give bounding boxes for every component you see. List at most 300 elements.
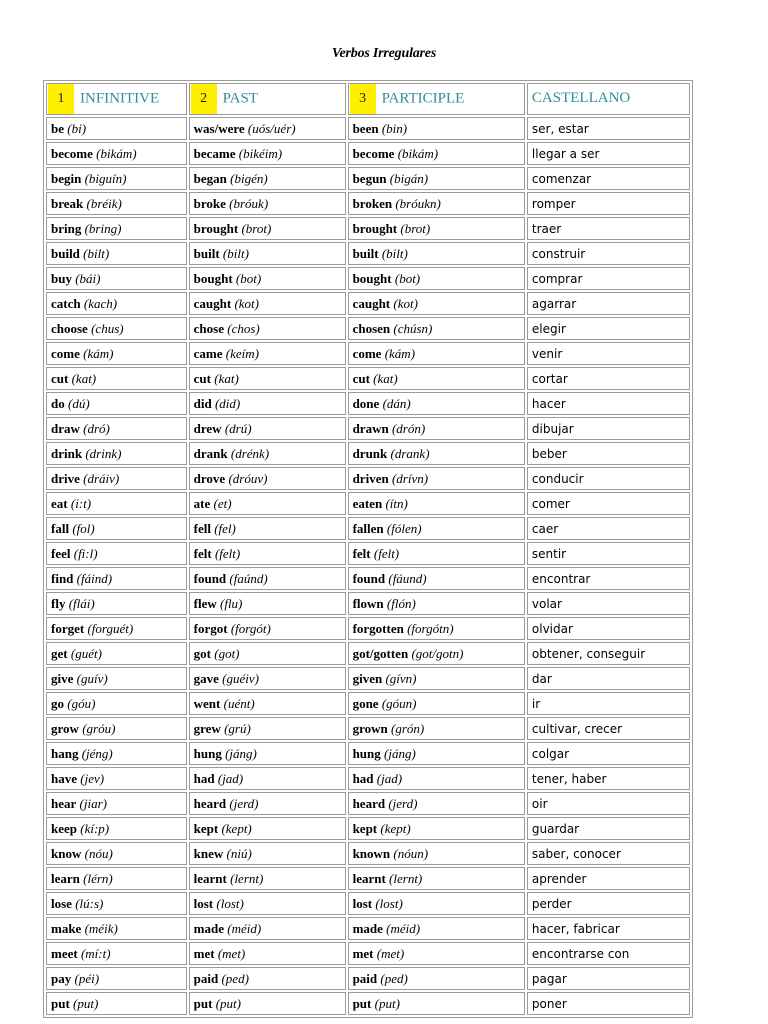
verb-form: known	[352, 845, 391, 861]
pronunciation: (flái)	[68, 595, 95, 611]
castellano-cell: traer	[527, 217, 690, 240]
table-row	[46, 517, 690, 540]
infinitive-cell	[46, 592, 187, 615]
past-cell	[189, 192, 346, 215]
participle-cell	[348, 942, 525, 965]
pronunciation: (jad)	[376, 770, 403, 786]
verb-form: get	[51, 645, 68, 661]
castellano-cell: venir	[527, 342, 690, 365]
verb-form: paid	[352, 970, 378, 986]
pronunciation: (drú)	[224, 420, 252, 436]
pronunciation: (brot)	[241, 220, 272, 236]
pronunciation: (bigén)	[230, 170, 268, 186]
verb-form: begin	[51, 170, 82, 186]
pronunciation: (jad)	[217, 770, 244, 786]
pronunciation: (kat)	[373, 370, 398, 386]
verb-form: forgotten	[352, 620, 404, 636]
table-row	[46, 492, 690, 515]
castellano-cell: hacer, fabricar	[527, 917, 690, 940]
pronunciation: (chus)	[91, 320, 124, 336]
infinitive-cell	[46, 217, 187, 240]
pronunciation: (guét)	[70, 645, 102, 661]
infinitive-cell	[46, 192, 187, 215]
pronunciation: (kept)	[380, 820, 411, 836]
participle-cell	[348, 117, 525, 140]
pronunciation: (drink)	[85, 445, 122, 461]
past-cell	[189, 967, 346, 990]
verb-form: bring	[51, 220, 82, 236]
header-label: INFINITIVE	[80, 90, 160, 107]
table-row	[46, 142, 690, 165]
participle-cell	[348, 642, 525, 665]
verb-form: pay	[51, 970, 72, 986]
verb-form: kept	[352, 820, 378, 836]
infinitive-cell	[46, 342, 187, 365]
verb-form: met	[193, 945, 215, 961]
past-cell	[189, 242, 346, 265]
pronunciation: (bigán)	[389, 170, 429, 186]
header-past	[189, 83, 346, 115]
verb-form: heard	[352, 795, 386, 811]
verb-form: did	[193, 395, 212, 411]
participle-cell	[348, 992, 525, 1015]
verb-form: went	[193, 695, 221, 711]
past-cell	[189, 267, 346, 290]
pronunciation: (jéng)	[81, 745, 113, 761]
pronunciation: (bróukn)	[395, 195, 441, 211]
table-row	[46, 892, 690, 915]
verb-form: choose	[51, 320, 88, 336]
pronunciation: (guív)	[76, 670, 108, 686]
pronunciation: (ped)	[221, 970, 249, 986]
verb-form: been	[352, 120, 379, 136]
verb-form: built	[193, 245, 220, 261]
infinitive-cell	[46, 367, 187, 390]
verb-form: paid	[193, 970, 219, 986]
pronunciation: (kí:p)	[80, 820, 110, 836]
castellano-cell: perder	[527, 892, 690, 915]
verb-form: fly	[51, 595, 66, 611]
participle-cell	[348, 192, 525, 215]
verb-form: began	[193, 170, 227, 186]
verb-form: feel	[51, 545, 71, 561]
participle-cell	[348, 492, 525, 515]
verb-form: begun	[352, 170, 387, 186]
verb-form: was/were	[193, 120, 245, 136]
castellano-cell: caer	[527, 517, 690, 540]
infinitive-cell	[46, 142, 187, 165]
past-cell	[189, 917, 346, 940]
participle-cell	[348, 867, 525, 890]
castellano-cell: dibujar	[527, 417, 690, 440]
verb-form: felt	[352, 545, 371, 561]
table-row	[46, 342, 690, 365]
table-row	[46, 992, 690, 1015]
verb-form: lost	[193, 895, 214, 911]
pronunciation: (péi)	[74, 970, 100, 986]
pronunciation: (fi:l)	[73, 545, 98, 561]
pronunciation: (kept)	[221, 820, 252, 836]
pronunciation: (keím)	[225, 345, 259, 361]
verb-form: chosen	[352, 320, 391, 336]
verb-form: draw	[51, 420, 80, 436]
table-row	[46, 267, 690, 290]
past-cell	[189, 392, 346, 415]
pronunciation: (bilt)	[381, 245, 408, 261]
pronunciation: (got/gotn)	[411, 645, 464, 661]
pronunciation: (lernt)	[389, 870, 423, 886]
table-row	[46, 917, 690, 940]
verb-form: fallen	[352, 520, 384, 536]
castellano-cell: dar	[527, 667, 690, 690]
castellano-cell: poner	[527, 992, 690, 1015]
verb-form: brought	[193, 220, 239, 236]
verb-form: brought	[352, 220, 398, 236]
table-row	[46, 242, 690, 265]
past-cell	[189, 542, 346, 565]
pronunciation: (grú)	[224, 720, 251, 736]
past-cell	[189, 792, 346, 815]
pronunciation: (lost)	[216, 895, 244, 911]
table-row	[46, 542, 690, 565]
verb-form: hear	[51, 795, 77, 811]
pronunciation: (gróu)	[82, 720, 116, 736]
participle-cell	[348, 217, 525, 240]
pronunciation: (et)	[213, 495, 232, 511]
pronunciation: (flón)	[386, 595, 416, 611]
infinitive-cell	[46, 567, 187, 590]
pronunciation: (drénk)	[230, 445, 270, 461]
participle-cell	[348, 767, 525, 790]
verb-form: find	[51, 570, 74, 586]
verb-form: make	[51, 920, 82, 936]
infinitive-cell	[46, 792, 187, 815]
castellano-cell: colgar	[527, 742, 690, 765]
castellano-cell: hacer	[527, 392, 690, 415]
castellano-cell: comprar	[527, 267, 690, 290]
participle-cell	[348, 367, 525, 390]
pronunciation: (méik)	[84, 920, 118, 936]
verb-form: met	[352, 945, 374, 961]
past-cell	[189, 592, 346, 615]
pronunciation: (forgót)	[230, 620, 271, 636]
infinitive-cell	[46, 117, 187, 140]
past-cell	[189, 942, 346, 965]
verb-form: put	[51, 995, 70, 1011]
table-row	[46, 192, 690, 215]
pronunciation: (did)	[214, 395, 241, 411]
verb-form: drink	[51, 445, 83, 461]
castellano-cell: ir	[527, 692, 690, 715]
table-row	[46, 217, 690, 240]
verb-form: flown	[352, 595, 384, 611]
castellano-cell: oir	[527, 792, 690, 815]
verb-form: knew	[193, 845, 224, 861]
pronunciation: (jiar)	[79, 795, 107, 811]
table-row	[46, 467, 690, 490]
verb-form: come	[51, 345, 80, 361]
past-cell	[189, 117, 346, 140]
castellano-cell: pagar	[527, 967, 690, 990]
pronunciation: (jev)	[80, 770, 105, 786]
pronunciation: (drón)	[391, 420, 426, 436]
verb-form: caught	[352, 295, 391, 311]
pronunciation: (ítn)	[385, 495, 408, 511]
pronunciation: (lost)	[375, 895, 403, 911]
participle-cell	[348, 892, 525, 915]
verb-form: drunk	[352, 445, 388, 461]
table-row	[46, 417, 690, 440]
participle-cell	[348, 542, 525, 565]
past-cell	[189, 217, 346, 240]
verb-form: got/gotten	[352, 645, 409, 661]
pronunciation: (kot)	[234, 295, 259, 311]
verb-form: bought	[352, 270, 392, 286]
castellano-cell: sentir	[527, 542, 690, 565]
verb-form: go	[51, 695, 64, 711]
verb-form: hang	[51, 745, 79, 761]
verb-form: learnt	[352, 870, 386, 886]
verb-form: meet	[51, 945, 78, 961]
castellano-cell: cultivar, crecer	[527, 717, 690, 740]
header-label: PAST	[222, 90, 258, 107]
past-cell	[189, 992, 346, 1015]
past-cell	[189, 617, 346, 640]
verb-form: came	[193, 345, 223, 361]
infinitive-cell	[46, 467, 187, 490]
infinitive-cell	[46, 717, 187, 740]
verb-form: become	[352, 145, 395, 161]
past-cell	[189, 642, 346, 665]
infinitive-cell	[46, 317, 187, 340]
pronunciation: (bréik)	[86, 195, 122, 211]
verb-form: fell	[193, 520, 211, 536]
participle-cell	[348, 342, 525, 365]
pronunciation: (flu)	[220, 595, 243, 611]
pronunciation: (kot)	[393, 295, 418, 311]
castellano-cell: ser, estar	[527, 117, 690, 140]
participle-cell	[348, 917, 525, 940]
table-row	[46, 767, 690, 790]
castellano-cell: conducir	[527, 467, 690, 490]
participle-cell	[348, 317, 525, 340]
pronunciation: (faúnd)	[229, 570, 268, 586]
verb-form: fall	[51, 520, 70, 536]
verb-form: lost	[352, 895, 373, 911]
castellano-cell: olvidar	[527, 617, 690, 640]
pronunciation: (lérn)	[83, 870, 113, 886]
past-cell	[189, 442, 346, 465]
castellano-cell: comenzar	[527, 167, 690, 190]
verb-form: forgot	[193, 620, 228, 636]
infinitive-cell	[46, 542, 187, 565]
pronunciation: (gívn)	[385, 670, 417, 686]
verb-form: kept	[193, 820, 219, 836]
past-cell	[189, 692, 346, 715]
table-row	[46, 442, 690, 465]
infinitive-cell	[46, 417, 187, 440]
pronunciation: (jerd)	[388, 795, 418, 811]
pronunciation: (i:t)	[70, 495, 92, 511]
pronunciation: (kach)	[83, 295, 118, 311]
participle-cell	[348, 267, 525, 290]
verb-form: became	[193, 145, 236, 161]
infinitive-cell	[46, 442, 187, 465]
infinitive-cell	[46, 492, 187, 515]
verb-form: do	[51, 395, 65, 411]
verb-form: forget	[51, 620, 85, 636]
pronunciation: (forgótn)	[407, 620, 454, 636]
past-cell	[189, 892, 346, 915]
table-row	[46, 592, 690, 615]
pronunciation: (bin)	[381, 120, 408, 136]
infinitive-cell	[46, 692, 187, 715]
infinitive-cell	[46, 942, 187, 965]
infinitive-cell	[46, 742, 187, 765]
pronunciation: (met)	[376, 945, 405, 961]
participle-cell	[348, 742, 525, 765]
verb-form: buy	[51, 270, 72, 286]
verb-form: learn	[51, 870, 80, 886]
participle-cell	[348, 392, 525, 415]
castellano-cell: agarrar	[527, 292, 690, 315]
infinitive-cell	[46, 642, 187, 665]
pronunciation: (kat)	[71, 370, 97, 386]
past-cell	[189, 517, 346, 540]
table-row	[46, 642, 690, 665]
castellano-cell: romper	[527, 192, 690, 215]
verb-form: put	[193, 995, 213, 1011]
pronunciation: (bilt)	[83, 245, 110, 261]
castellano-cell: construir	[527, 242, 690, 265]
verb-form: made	[352, 920, 383, 936]
verb-form: grew	[193, 720, 221, 736]
pronunciation: (méid)	[227, 920, 262, 936]
pronunciation: (kám)	[83, 345, 114, 361]
irregular-verbs-table	[43, 80, 693, 1018]
infinitive-cell	[46, 667, 187, 690]
pronunciation: (niú)	[226, 845, 252, 861]
past-cell	[189, 717, 346, 740]
table-header-row	[46, 83, 690, 115]
verb-form: learnt	[193, 870, 227, 886]
verb-form: eaten	[352, 495, 383, 511]
pronunciation: (grón)	[390, 720, 425, 736]
pronunciation: (uént)	[223, 695, 255, 711]
verb-form: have	[51, 770, 77, 786]
table-row	[46, 317, 690, 340]
participle-cell	[348, 592, 525, 615]
participle-cell	[348, 567, 525, 590]
past-cell	[189, 367, 346, 390]
castellano-cell: llegar a ser	[527, 142, 690, 165]
past-cell	[189, 142, 346, 165]
pronunciation: (dróuv)	[228, 470, 268, 486]
verb-form: got	[193, 645, 211, 661]
pronunciation: (bróuk)	[229, 195, 269, 211]
pronunciation: (mí:t)	[80, 945, 111, 961]
verb-form: gave	[193, 670, 219, 686]
participle-cell	[348, 292, 525, 315]
pronunciation: (jerd)	[229, 795, 259, 811]
verb-form: found	[193, 570, 227, 586]
pronunciation: (met)	[217, 945, 246, 961]
verb-form: done	[352, 395, 380, 411]
infinitive-cell	[46, 267, 187, 290]
verb-form: build	[51, 245, 80, 261]
header-castellano	[527, 83, 690, 115]
table-row	[46, 392, 690, 415]
pronunciation: (jáng)	[384, 745, 416, 761]
participle-cell	[348, 817, 525, 840]
verb-form: cut	[51, 370, 69, 386]
pronunciation: (kám)	[384, 345, 416, 361]
table-body	[46, 117, 690, 1015]
past-cell	[189, 742, 346, 765]
table-row	[46, 667, 690, 690]
past-cell	[189, 567, 346, 590]
table-row	[46, 792, 690, 815]
table-row	[46, 567, 690, 590]
castellano-cell: obtener, conseguir	[527, 642, 690, 665]
participle-cell	[348, 517, 525, 540]
pronunciation: (put)	[374, 995, 400, 1011]
infinitive-cell	[46, 967, 187, 990]
pronunciation: (biguín)	[84, 170, 127, 186]
pronunciation: (lú:s)	[75, 895, 104, 911]
pronunciation: (chos)	[227, 320, 260, 336]
verb-form: break	[51, 195, 84, 211]
verb-form: ate	[193, 495, 211, 511]
table-row	[46, 717, 690, 740]
past-cell	[189, 842, 346, 865]
pronunciation: (fel)	[214, 520, 236, 536]
verb-form: made	[193, 920, 224, 936]
header-label: PARTICIPLE	[381, 90, 465, 107]
pronunciation: (drank)	[390, 445, 430, 461]
pronunciation: (put)	[215, 995, 241, 1011]
verb-form: flew	[193, 595, 217, 611]
infinitive-cell	[46, 867, 187, 890]
table-row	[46, 117, 690, 140]
pronunciation: (jáng)	[225, 745, 257, 761]
pronunciation: (bikám)	[96, 145, 137, 161]
table-row	[46, 942, 690, 965]
pronunciation: (drívn)	[391, 470, 429, 486]
infinitive-cell	[46, 392, 187, 415]
table-row	[46, 867, 690, 890]
verb-form: drank	[193, 445, 228, 461]
participle-cell	[348, 842, 525, 865]
pronunciation: (forguét)	[87, 620, 134, 636]
pronunciation: (dró)	[83, 420, 110, 436]
table-row	[46, 617, 690, 640]
verb-form: hung	[193, 745, 222, 761]
verb-form: eat	[51, 495, 68, 511]
table-row	[46, 367, 690, 390]
pronunciation: (bilt)	[222, 245, 249, 261]
participle-cell	[348, 417, 525, 440]
pronunciation: (bi)	[67, 120, 87, 136]
participle-cell	[348, 467, 525, 490]
past-cell	[189, 667, 346, 690]
table-row	[46, 842, 690, 865]
infinitive-cell	[46, 992, 187, 1015]
castellano-cell: aprender	[527, 867, 690, 890]
page-title: Verbos Irregulares	[331, 46, 437, 61]
pronunciation: (bikám)	[397, 145, 439, 161]
pronunciation: (bái)	[75, 270, 101, 286]
